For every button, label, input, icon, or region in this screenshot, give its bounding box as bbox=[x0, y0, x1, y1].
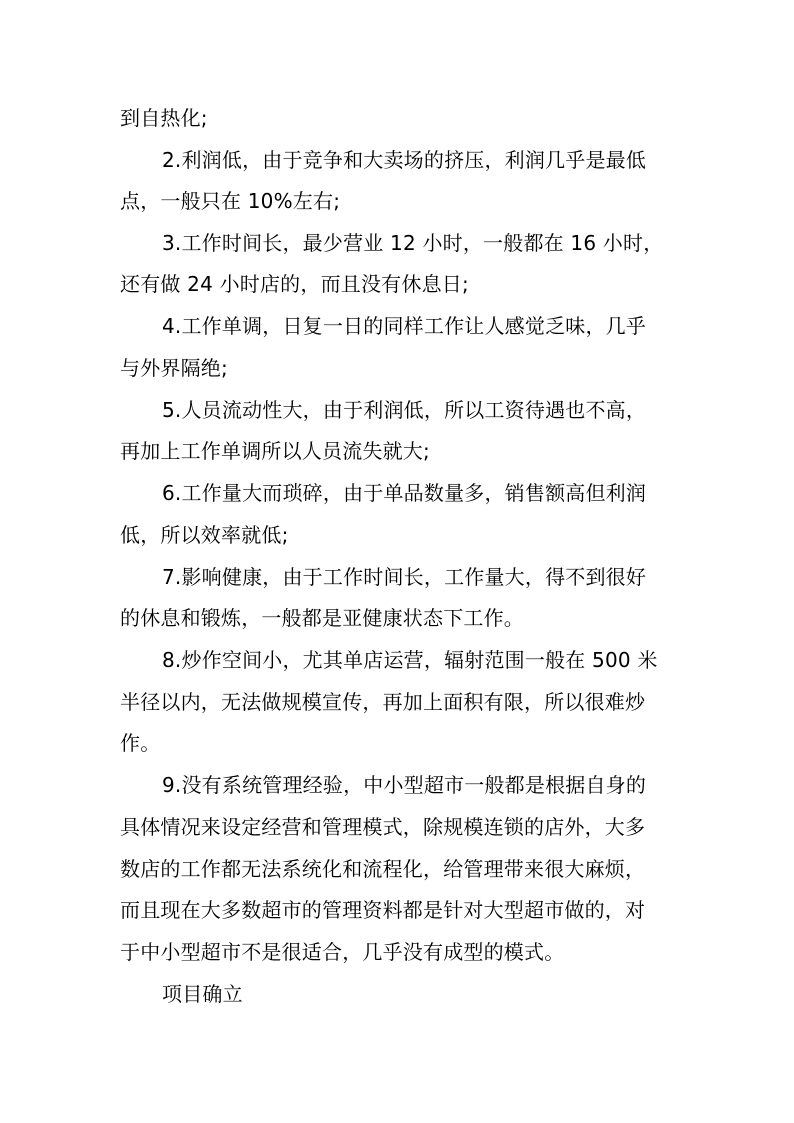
text-line: 到自热化; bbox=[120, 106, 208, 130]
list-item-5: 5.人员流动性大，由于利润低，所以工资待遇也不高， bbox=[162, 398, 647, 422]
list-item-9: 9.没有系统管理经验，中小型超市一般都是根据自身的 bbox=[162, 773, 647, 797]
text-line: 还有做 24 小时店的，而且没有休息日; bbox=[120, 272, 469, 296]
text-line: 点，一般只在 10%左右; bbox=[120, 189, 341, 213]
list-item-4: 4.工作单调，日复一日的同样工作让人感觉乏味，几乎 bbox=[162, 314, 647, 338]
text-line: 再加上工作单调所以人员流失就大; bbox=[120, 439, 430, 463]
text-line: 作。 bbox=[120, 731, 161, 755]
list-item-6: 6.工作量大而琐碎，由于单品数量多，销售额高但利润 bbox=[162, 481, 647, 505]
text-line: 而且现在大多数超市的管理资料都是针对大型超市做的，对 bbox=[120, 898, 646, 922]
list-item-2: 2.利润低，由于竞争和大卖场的挤压，利润几乎是最低 bbox=[162, 148, 647, 172]
list-item-7: 7.影响健康，由于工作时间长，工作量大，得不到很好 bbox=[162, 565, 647, 589]
text-line: 与外界隔绝; bbox=[120, 356, 228, 380]
text-line: 低，所以效率就低; bbox=[120, 523, 289, 547]
text-line: 数店的工作都无法系统化和流程化，给管理带来很大麻烦， bbox=[120, 857, 646, 881]
text-line: 的休息和锻炼，一般都是亚健康状态下工作。 bbox=[120, 606, 524, 630]
text-line: 半径以内，无法做规模宣传，再加上面积有限，所以很难炒 bbox=[120, 690, 646, 714]
text-line: 于中小型超市不是很适合，几乎没有成型的模式。 bbox=[120, 940, 565, 964]
list-item-8: 8.炒作空间小，尤其单店运营，辐射范围一般在 500 米 bbox=[162, 648, 658, 672]
list-item-3: 3.工作时间长，最少营业 12 小时，一般都在 16 小时， bbox=[162, 231, 664, 255]
text-line: 具体情况来设定经营和管理模式，除规模连锁的店外，大多 bbox=[120, 815, 646, 839]
section-heading: 项目确立 bbox=[162, 982, 243, 1006]
